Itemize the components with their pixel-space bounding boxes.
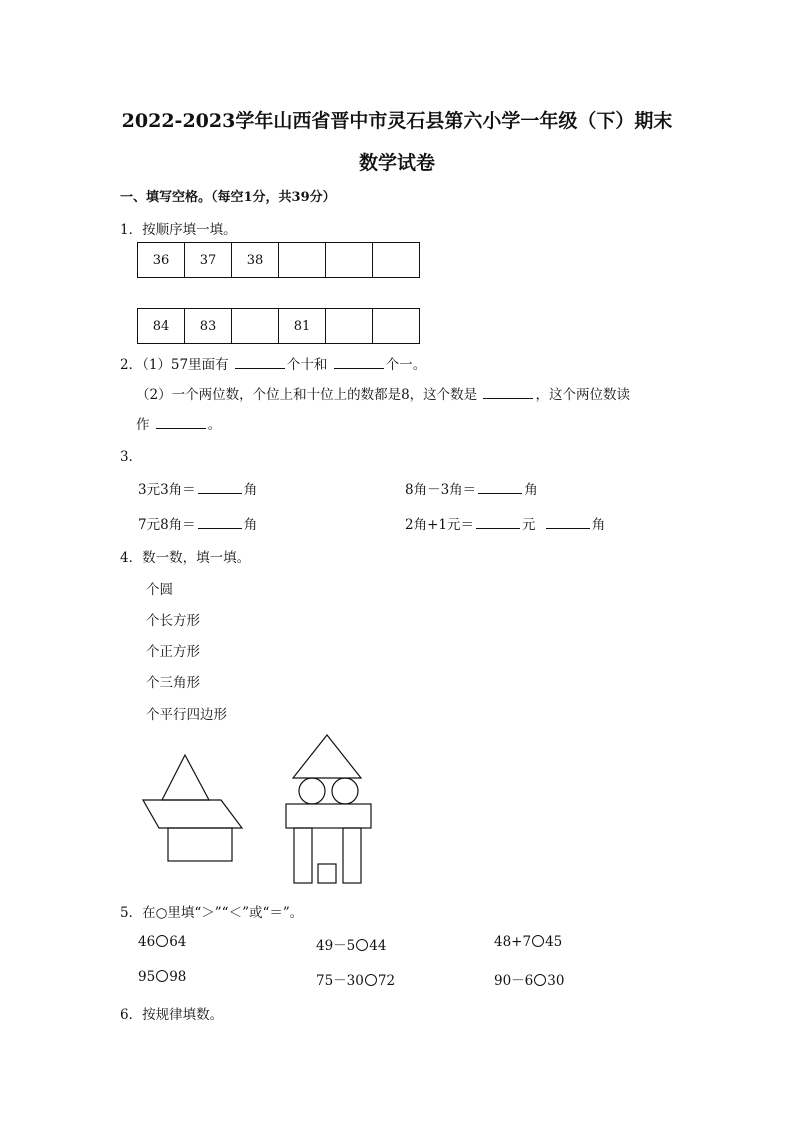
q5-left: 49－5 [316,938,356,954]
seq2-cell[interactable] [373,309,420,344]
q5-left: 95 [138,969,156,985]
answer-blank[interactable] [235,354,285,369]
q2-text: 2．（1）57里面有 [120,357,229,373]
compare-circle-icon[interactable] [534,974,546,986]
q5-left: 48+7 [494,934,532,950]
q3-unit: 角 [243,517,258,533]
q5-compare [494,934,562,950]
answer-blank[interactable] [198,514,242,529]
q3-item-b [405,478,538,498]
seq2-cell[interactable] [326,309,373,344]
q5-right: 64 [169,934,187,950]
q5-right: 30 [547,973,565,989]
q5-left: 75－30 [316,973,364,989]
seq2-cell: 81 [279,309,326,344]
q3-expr: 2角+1元＝ [405,517,474,533]
q2-text: 个一。 [385,357,427,373]
seq2-cell[interactable] [232,309,279,344]
right-circle-right [332,778,358,804]
q3-item-a [138,478,257,498]
q3-expr: 3元3角＝ [138,482,196,498]
q5-right: 45 [545,934,563,950]
q3-unit: 元 [522,517,536,533]
q5-compare [138,969,186,985]
answer-blank[interactable] [546,514,590,529]
q2-text: （2）一个两位数，个位上和十位上的数都是8，这个数是 [136,387,478,403]
seq2-cell: 84 [138,309,185,344]
question-2-part2-cont [136,413,221,433]
q5-right: 72 [377,973,396,989]
q5-compare [138,934,186,950]
q5-compare [316,969,395,989]
q5-left: 90－6 [494,973,534,989]
left-parallelogram [143,800,242,828]
answer-blank[interactable] [198,479,242,494]
seq1-cell: 38 [232,243,279,278]
q5-compare [316,934,386,954]
sequence-table-2 [137,308,420,344]
seq1-cell: 37 [185,243,232,278]
page-title-line1: 2022-2023学年山西省晋中市灵石县第六小学一年级（下）期末 [121,110,673,132]
seq1-cell[interactable] [373,243,420,278]
question-4-label: 4．数一数，填一填。 [120,550,251,566]
q5-right: 44 [369,938,387,954]
section-heading: 一、填写空格。（每空1分，共39分） [120,190,336,205]
left-triangle [162,755,209,800]
compare-circle-icon[interactable] [156,970,168,982]
q3-item-d [405,513,605,533]
q4-item[interactable]: 个三角形 [146,675,200,691]
q3-unit: 角 [524,482,538,498]
compare-circle-icon[interactable] [356,939,368,951]
compare-circle-icon[interactable] [532,935,544,947]
right-wide-rect [286,804,371,828]
q2-text: 个十和 [286,357,328,373]
question-2-part1 [120,353,426,373]
q3-expr: 8角－3角＝ [405,482,477,498]
right-triangle [293,735,361,778]
answer-blank[interactable] [156,414,206,429]
question-6-label: 6．按规律填数。 [120,1007,224,1023]
seq2-cell: 83 [185,309,232,344]
seq1-cell[interactable] [326,243,373,278]
right-right-pillar [343,828,361,883]
question-3-label: 3． [120,449,143,465]
question-2-part2 [136,383,630,403]
q2-text: 。 [207,417,222,433]
sequence-table-1 [137,242,420,278]
page-title-line2: 数学试卷 [358,152,435,174]
right-left-pillar [294,828,312,883]
q4-item[interactable]: 个长方形 [146,613,200,629]
answer-blank[interactable] [483,384,533,399]
q3-expr: 7元8角＝ [138,517,196,533]
q2-text: 作 [136,417,150,433]
q2-text: ，这个两位数读 [535,387,630,403]
q4-item[interactable]: 个圆 [146,582,173,598]
q5-compare [494,969,564,989]
q3-unit: 角 [591,517,606,533]
compare-circle-icon[interactable] [365,974,377,986]
left-square [168,828,232,861]
answer-blank[interactable] [334,354,384,369]
answer-blank[interactable] [478,479,522,494]
right-small-square [318,864,336,883]
q4-item[interactable]: 个正方形 [146,644,200,660]
q3-item-c [138,513,257,533]
seq1-cell: 36 [138,243,185,278]
q3-unit: 角 [243,482,258,498]
question-1-label: 1．按顺序填一填。 [120,222,237,238]
q4-item[interactable]: 个平行四边形 [146,707,227,723]
seq1-cell[interactable] [279,243,326,278]
answer-blank[interactable] [476,514,520,529]
right-circle-left [299,778,325,804]
q5-left: 46 [138,934,156,950]
compare-circle-icon[interactable] [156,935,168,947]
q5-right: 98 [169,969,187,985]
question-5-label: 5．在○里填“＞”“＜”或“＝”。 [120,905,304,921]
